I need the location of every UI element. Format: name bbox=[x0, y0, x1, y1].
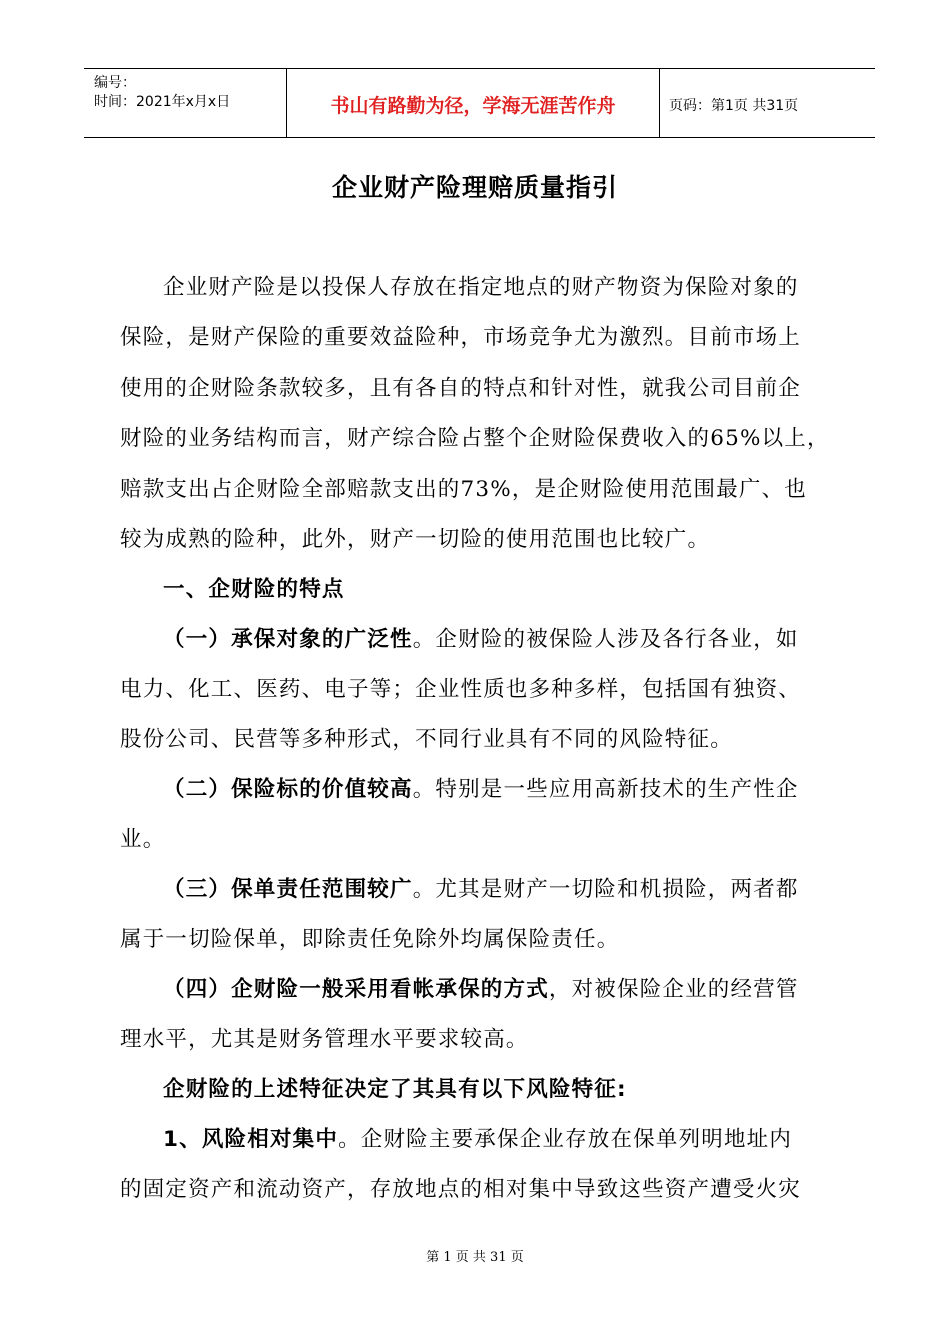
paragraph-text: 。特别是一些应用高新技术的生产性企 bbox=[412, 777, 799, 802]
paragraph-line: 股份公司、民营等多种形式，不同行业具有不同的风险特征。 bbox=[120, 727, 733, 752]
paragraph-line: 电力、化工、医药、电子等；企业性质也多种多样，包括国有独资、 bbox=[120, 677, 802, 702]
document-title: 企业财产险理赔质量指引 bbox=[331, 173, 618, 202]
subheading: 1、风险相对集中 bbox=[163, 1127, 339, 1152]
paragraph-line: 理水平，尤其是财务管理水平要求较高。 bbox=[120, 1027, 529, 1052]
document-time-label: 时间：2021年x月x日 bbox=[94, 94, 231, 110]
paragraph-text: ，对被保险企业的经营管 bbox=[548, 977, 799, 1002]
document-header bbox=[84, 68, 875, 138]
paragraph-text: 。尤其是财产一切险和机损险，两者都 bbox=[412, 877, 799, 902]
paragraph-line: 属于一切险保单，即除责任免除外均属保险责任。 bbox=[120, 927, 620, 952]
paragraph-line bbox=[163, 622, 799, 653]
subheading: （二）保险标的价值较高 bbox=[163, 777, 413, 802]
paragraph-text: 。企财险主要承保企业存放在保单列明地址内 bbox=[338, 1127, 793, 1152]
subheading: （四）企财险一般采用看帐承保的方式 bbox=[163, 977, 549, 1002]
paragraph-line: 的固定资产和流动资产，存放地点的相对集中导致这些资产遭受火灾 bbox=[120, 1177, 802, 1202]
paragraph-line: 保险，是财产保险的重要效益险种，市场竞争尤为激烈。目前市场上 bbox=[120, 325, 802, 350]
paragraph-line: 使用的企财险条款较多，且有各自的特点和针对性，就我公司目前企 bbox=[120, 376, 802, 401]
page-footer: 第 1 页 共 31 页 bbox=[426, 1250, 524, 1265]
header-motto: 书山有路勤为径，学海无涯苦作舟 bbox=[330, 95, 616, 117]
risk-intro: 企财险的上述特征决定了其具有以下风险特征: bbox=[163, 1077, 627, 1102]
subheading: （一）承保对象的广泛性 bbox=[163, 627, 413, 652]
subheading: （三）保单责任范围较广 bbox=[163, 877, 413, 902]
header-info-cell bbox=[84, 69, 286, 137]
header-motto-cell bbox=[286, 69, 660, 137]
section-heading: 一、企财险的特点 bbox=[163, 577, 345, 602]
paragraph-line: 业。 bbox=[120, 827, 166, 852]
header-page-info: 页码：第1页 共31页 bbox=[669, 98, 799, 114]
header-page-cell bbox=[659, 69, 875, 137]
paragraph-line: 赔款支出占企财险全部赔款支出的73%，是企财险使用范围最广、也 bbox=[120, 477, 807, 502]
paragraph-line: 财险的业务结构而言，财产综合险占整个企财险保费收入的65%以上， bbox=[120, 426, 830, 451]
paragraph-line bbox=[163, 972, 799, 1003]
paragraph-line bbox=[163, 1122, 792, 1153]
paragraph-line bbox=[163, 872, 799, 903]
document-number-label: 编号： bbox=[94, 75, 136, 91]
paragraph-line: 较为成熟的险种，此外，财产一切险的使用范围也比较广。 bbox=[120, 527, 711, 552]
paragraph-text: 。企财险的被保险人涉及各行各业，如 bbox=[412, 627, 799, 652]
paragraph-line: 企业财产险是以投保人存放在指定地点的财产物资为保险对象的 bbox=[163, 275, 799, 300]
paragraph-line bbox=[163, 772, 799, 803]
